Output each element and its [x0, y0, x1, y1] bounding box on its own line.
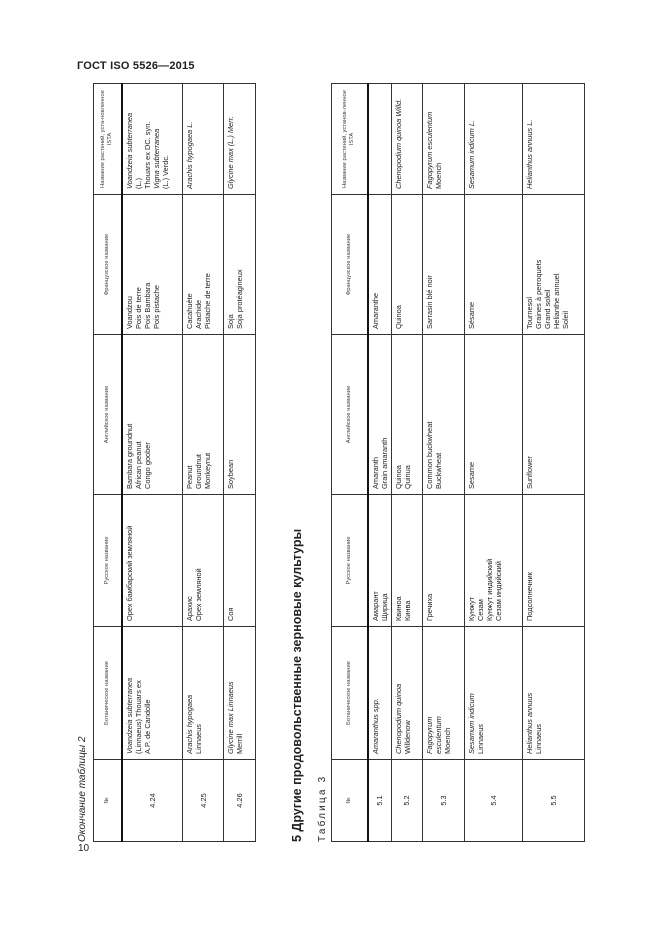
table3-caption: Таблица 3 — [317, 774, 328, 842]
t3-row3-botanical: Fagopyrum esculentum Moench — [422, 627, 464, 760]
t3-row2-ista: Chenopodium quinoa Willd. — [391, 84, 422, 195]
t3-row1-ista — [368, 84, 392, 195]
t3-row2-english: Quinoa Quinua — [391, 335, 422, 495]
t3-row5-botanical: Helianthus annuus Linnaeus — [522, 627, 584, 760]
t2-row3-botanical: Glycine max Linnaeus Merrill — [224, 627, 256, 760]
t3-header-french: Французское название — [332, 195, 368, 335]
t2-row2-botanical: Arachis hypogaea Linnaeus — [183, 627, 224, 760]
t2-row2-num: 4.25 — [183, 760, 224, 842]
t3-row3-num: 5.3 — [422, 760, 464, 842]
table2-caption: Окончание таблицы 2 — [77, 736, 88, 842]
t3-row5-ista: Helianthus annuus L. — [522, 84, 584, 195]
table-3 — [331, 83, 585, 842]
t3-row4-ista: Sesamum indicum L. — [464, 84, 522, 195]
t2-row3-num: 4.26 — [224, 760, 256, 842]
t3-row5-french: Tournesol Graines à perroquets Grand soleil Helianthe annuel Soleil — [522, 195, 584, 335]
t3-row4-botanical: Sesamum indicum Linnaeus — [464, 627, 522, 760]
t3-header-russian: Русское название — [332, 495, 368, 627]
rotated-content — [77, 82, 587, 842]
t3-row4-num: 5.4 — [464, 760, 522, 842]
t2-header-english: Английское название — [94, 335, 122, 495]
table-row — [368, 84, 392, 842]
t2-row1-french: Voandzou Pois de terre Pois Bambara Pois pistache — [122, 195, 183, 335]
t3-row4-french: Sésame — [464, 195, 522, 335]
t3-header-botanical: Ботаническое название — [332, 627, 368, 760]
t3-header-ista: Название растений, установ-ленное ISTA — [332, 84, 368, 195]
t3-row2-num: 5.2 — [391, 760, 422, 842]
t3-row1-russian: Амарант Щирица — [368, 495, 392, 627]
t3-row2-french: Quinoa — [391, 195, 422, 335]
table-row — [122, 84, 183, 842]
t2-header-botanical: Ботаническое название — [94, 627, 122, 760]
t2-row3-english: Soybean — [224, 335, 256, 495]
t2-row1-russian: Орех бамбарский земляной — [122, 495, 183, 627]
t3-row4-english: Sesame — [464, 335, 522, 495]
t2-row2-russian: Арахис Орех земляной — [183, 495, 224, 627]
t2-row2-ista: Arachis hypogaea L. — [183, 84, 224, 195]
t2-row2-english: Peanut Groundnut Monkeynut — [183, 335, 224, 495]
t3-row3-ista: Fagopyrum esculentum Moench — [422, 84, 464, 195]
document-code: ГОСТ ISO 5526—2015 — [77, 60, 195, 72]
t2-row1-english: Bambara groundnut African peanut Congo goober — [122, 335, 183, 495]
t3-row5-russian: Подсолнечник — [522, 495, 584, 627]
t3-row4-russian: Кунжут Сезам Кунжут индийский Сезам индийский — [464, 495, 522, 627]
t3-row2-russian: Квиноа Кинва — [391, 495, 422, 627]
t2-header-french: Французское название — [94, 195, 122, 335]
table-row — [183, 84, 224, 842]
t3-header-english: Английское название — [332, 335, 368, 495]
table-row — [522, 84, 584, 842]
table-2 — [93, 83, 256, 842]
t2-row1-ista: Voandzeia subterranea (L.) Thouars ex DC. syn. Vigna subterranea (L.) Verdc. — [122, 84, 183, 195]
table-row — [224, 84, 256, 842]
table-row — [391, 84, 422, 842]
t2-row3-ista: Glycine max (L.) Merr. — [224, 84, 256, 195]
t3-row5-english: Sunflower — [522, 335, 584, 495]
t2-row1-botanical: Voandzeia subterranea (Linnaeus) Thouars ex A.P. de Candolle — [122, 627, 183, 760]
t3-row5-num: 5.5 — [522, 760, 584, 842]
t2-row3-russian: Соя — [224, 495, 256, 627]
t3-row1-english: Amaranth Grain amaranth — [368, 335, 392, 495]
table-row — [422, 84, 464, 842]
t2-row2-french: Cacahuète Arachide Pistache de terre — [183, 195, 224, 335]
t3-row3-french: Sarrasin blé noir — [422, 195, 464, 335]
t3-header-num: № — [332, 760, 368, 842]
t2-row1-num: 4.24 — [122, 760, 183, 842]
t3-row1-num: 5.1 — [368, 760, 392, 842]
page-number: 10 — [78, 843, 90, 854]
t3-row3-russian: Гречиха — [422, 495, 464, 627]
section-5-title: 5 Другие продовольственные зерновые культуры — [290, 528, 304, 842]
t3-row1-botanical: Amaranthus spp. — [368, 627, 392, 760]
t3-row1-french: Amaranthe — [368, 195, 392, 335]
t2-header-num: № — [94, 760, 122, 842]
t3-row3-english: Common buckwheat Buckwheat — [422, 335, 464, 495]
table-row — [464, 84, 522, 842]
t2-row3-french: Soja Soja protéagineux — [224, 195, 256, 335]
t2-header-ista: Название растений, уста-новленное ISTA — [94, 84, 122, 195]
t2-header-russian: Русское название — [94, 495, 122, 627]
t3-row2-botanical: Chenopodium quinoa Willdenow — [391, 627, 422, 760]
